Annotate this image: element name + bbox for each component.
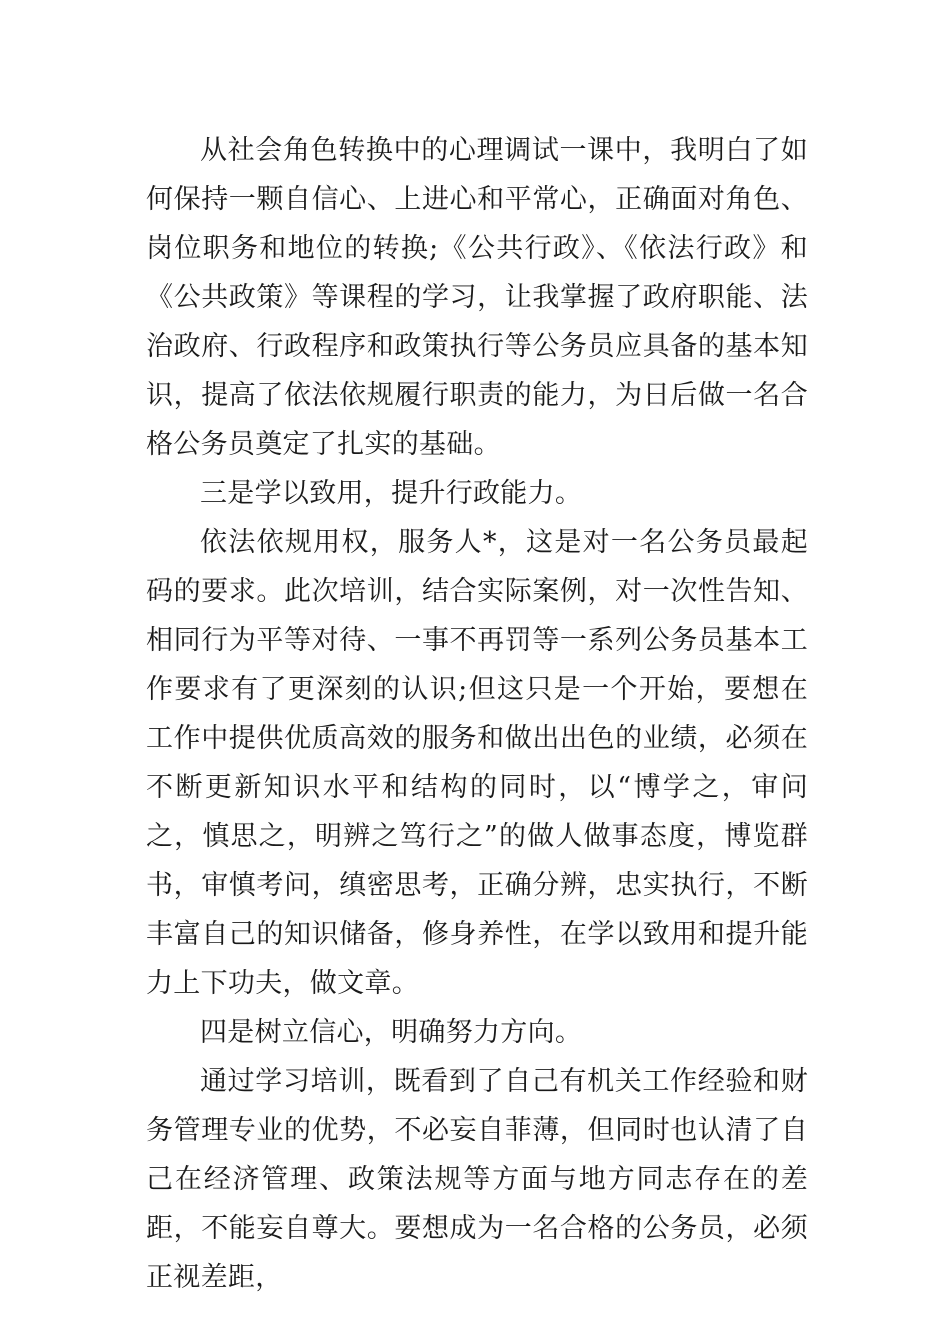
document-body [146, 126, 808, 1302]
paragraph-lawful-service: 依法依规用权，服务人*，这是对一名公务员最起码的要求。此次培训，结合实际案例，对一次性告知、相同行为平等对待、一事不再罚等一系列公务员基本工作要求有了更深刻的认识;但这只是一个开始，要想在工作中提供优质高效的服务和做出出色的业绩，必须在不断更新知识水平和结构的同时，以“博学之，审问之，慎思之，明辨之笃行之”的做人做事态度，博览群书，审慎考问，缜密思考，正确分辨，忠实执行，不断丰富自己的知识储备，修身养性，在学以致用和提升能力上下功夫，做文章。 [146, 527, 808, 999]
heading-point-four: 四是树立信心，明确努力方向。 [200, 1017, 583, 1048]
paragraph-training-reflection: 通过学习培训，既看到了自己有机关工作经验和财务管理专业的优势，不必妄自菲薄，但同时也认清了自己在经济管理、政策法规等方面与地方同志存在的差距，不能妄自尊大。要想成为一名合格的公务员，必须正视差距， [146, 1066, 808, 1293]
heading-point-three: 三是学以致用，提升行政能力。 [200, 478, 583, 509]
paragraph-role-transition: 从社会角色转换中的心理调试一课中，我明白了如何保持一颗自信心、上进心和平常心，正确面对角色、岗位职务和地位的转换;《公共行政》、《依法行政》和《公共政策》等课程的学习，让我掌握了政府职能、法治政府、行政程序和政策执行等公务员应具备的基本知识，提高了依法依规履行职责的能力，为日后做一名合格公务员奠定了扎实的基础。 [146, 135, 808, 460]
